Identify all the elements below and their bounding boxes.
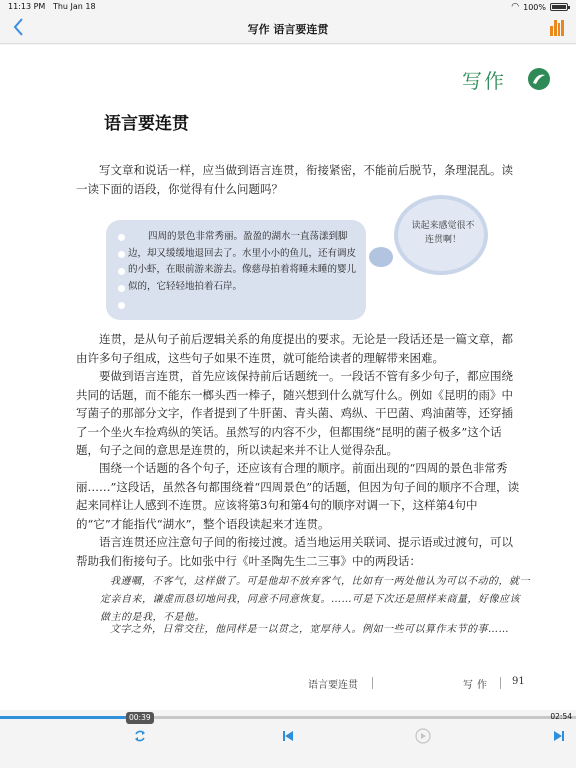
nav-bar <box>0 14 576 44</box>
total-time: 02:54 <box>550 712 572 721</box>
intro-paragraph: 写文章和说话一样，应当做到语言连贯，衔接紧密，不能前后脱节，条理混乱。读一读下面的语段，你觉得有什么问题吗？ <box>76 163 513 196</box>
book-page <box>0 45 576 710</box>
paragraph: 语言连贯还应注意句子间的衔接过渡。适当地运用关联词、提示语或过渡句，可以帮助我们衔接句子。比如张中行《叶圣陶先生二三事》中的两段话： <box>76 535 513 568</box>
wifi-icon: ◠ <box>511 2 520 12</box>
bullet-dot <box>118 285 125 292</box>
repeat-icon[interactable] <box>131 727 149 745</box>
page-number: 91 <box>512 676 525 687</box>
bullet-dot <box>118 302 125 309</box>
bullet-dot <box>118 234 125 241</box>
paragraph: 要做到语言连贯，首先应该保持前后话题统一。一段话不管有多少句子，都应围绕共同的话题，而不能东一榔头西一棒子，随兴想到什么就写什么。例如《昆明的雨》中写菌子的那部分文字，作者提到了牛肝菌、青头菌、鸡纵、干巴菌、鸡油菌等，还穿插了一个坐火车捡鸡纵的笑话。虽然写的内容不少，但都围绕“昆明的菌子极多”这个话题，句子之间的意思是连贯的，所以读起来并不让人觉得杂乱。 <box>76 369 513 457</box>
thought-bubble <box>394 195 488 275</box>
quote-block: 我遵嘱，不客气，这样做了。可是他却不放弃客气，比如有一两处他认为可以不动的，就一定亲自来，谦虚而恳切地问我，同意不同意恢复。……可是下次还是照样来商量，好像应该做主的是我，不是他。 <box>100 576 530 623</box>
chapter-label: 写作 <box>462 69 506 93</box>
skip-back-icon[interactable] <box>279 727 297 745</box>
example-bubble <box>106 220 366 320</box>
battery-icon <box>550 3 568 11</box>
page-title-nav: 写作 语言要连贯 <box>247 23 329 36</box>
paragraph: 围绕一个话题的各个句子，还应该有合理的顺序。前面出现的“四周的景色非常秀丽……”这段话，虽然各句都围绕着“四周景色”的话题，但因为句子间的顺序不合理，读起来同样让人感到不连贯。应该将第3句和第4句的顺序对调一下，这样第4句中的“它”才能指代“湖水”，整个语段读起来才连贯。 <box>76 461 520 531</box>
example-text: 四周的景色非常秀丽。盈盈的湖水一直荡漾到脚边，却又缓缓地退回去了。水里小小的鱼儿，还有调皮的小虾，在眼前游来游去。像慈母拍着将睡未睡的婴儿似的，它轻轻地拍着石岸。 <box>128 231 357 292</box>
progress-fill <box>0 716 129 719</box>
page-footer <box>0 673 576 693</box>
lesson-title: 语言要连贯 <box>104 114 189 134</box>
play-icon[interactable] <box>414 727 432 745</box>
chapter-banner <box>420 63 576 93</box>
audio-player <box>0 710 576 768</box>
status-time: 11:13 PM Thu Jan 18 <box>8 2 96 11</box>
battery-percent: 100% <box>523 2 546 12</box>
pen-logo-icon <box>527 67 551 91</box>
bar-chart-icon[interactable] <box>550 20 564 36</box>
paragraph: 连贯，是从句子前后逻辑关系的角度提出的要求。无论是一段话还是一篇文章，都由许多句子组成，这些句子如果不连贯，就可能给读者的理解带来困难。 <box>76 332 513 365</box>
quote-block: 文字之外，日常交往，他同样是一以贯之，宽厚待人。例如一些可以算作末节的事…… <box>110 624 509 635</box>
thought-dot <box>369 247 393 267</box>
status-indicators <box>511 2 568 12</box>
bullet-dot <box>118 251 125 258</box>
footer-divider <box>500 677 501 689</box>
status-bar <box>0 0 576 14</box>
skip-forward-icon[interactable] <box>550 727 568 745</box>
footer-divider <box>372 677 373 689</box>
current-time: 00:39 <box>126 712 154 724</box>
footer-section: 语言要连贯 <box>308 680 358 691</box>
footer-chapter: 写作 <box>463 680 491 691</box>
thought-text: 读起来感觉很不连贯啊！ <box>411 221 475 245</box>
progress-bar[interactable] <box>0 716 576 719</box>
bullet-dot <box>118 268 125 275</box>
